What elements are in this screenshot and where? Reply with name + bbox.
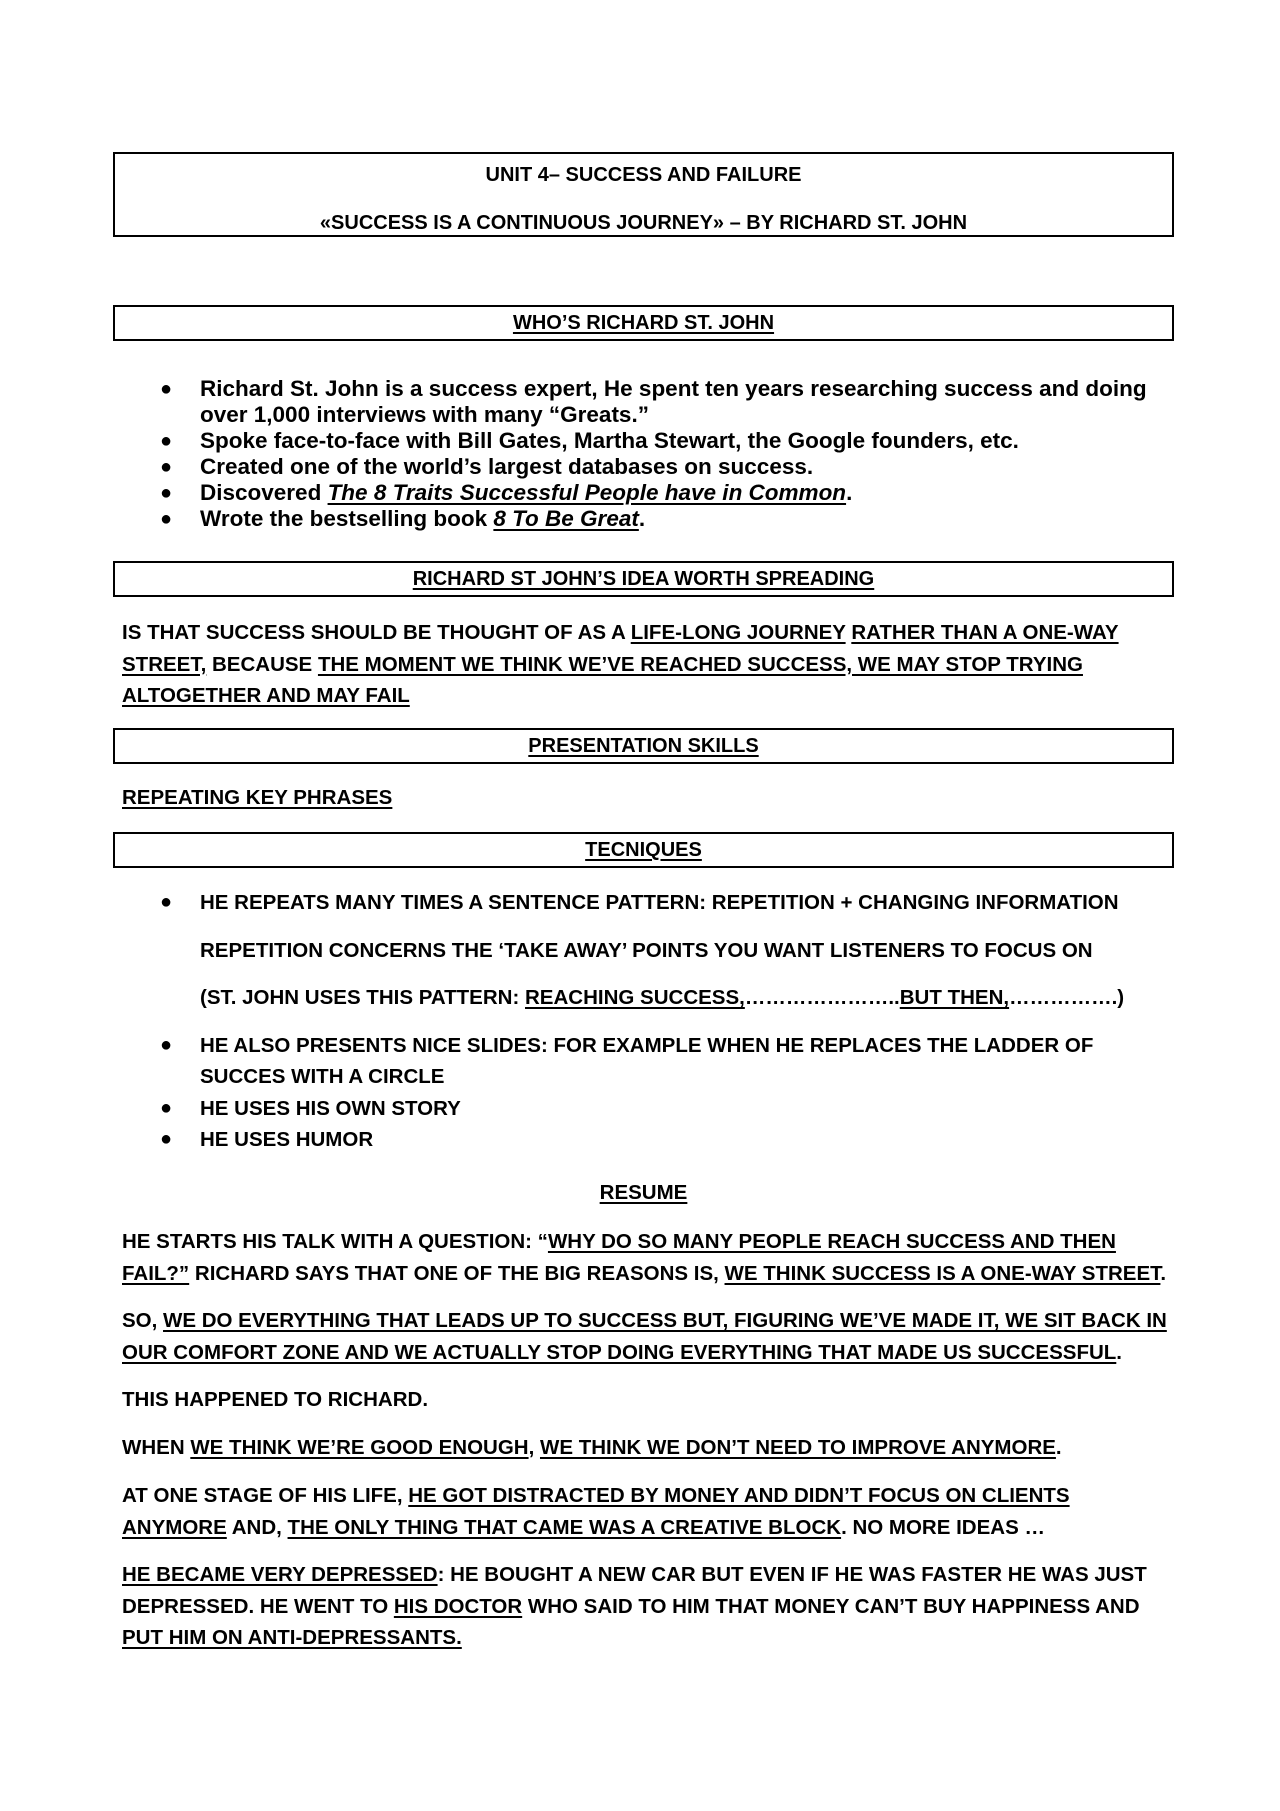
- resume-text: : HE BOUGHT A NEW CAR BUT EVEN IF HE WAS FASTER HE WAS JUST DEPRESSED. HE WENT TO: [122, 1563, 1147, 1618]
- talk-title: «SUCCESS IS A CONTINUOUS JOURNEY» – BY RICHARD ST. JOHN: [319, 212, 968, 234]
- idea-emphasis: RATHER THAN A ONE-WAY STREET,: [122, 621, 1119, 676]
- resume-text: AT ONE STAGE OF HIS LIFE,: [122, 1484, 409, 1507]
- resume-emphasis: HE GOT DISTRACTED BY MONEY AND DIDN’T FOCUS ON CLIENTS ANYMORE: [122, 1484, 1070, 1539]
- resume-text: SO,: [122, 1309, 164, 1332]
- bullet-icon: ●: [160, 1128, 173, 1150]
- resume-emphasis: HE BECAME VERY DEPRESSED: [122, 1563, 438, 1586]
- bullet-icon: ●: [160, 378, 173, 400]
- bullet-icon: ●: [160, 456, 173, 478]
- resume-emphasis: WE THINK WE’RE GOOD ENOUGH: [190, 1436, 529, 1459]
- resume-text: .: [1116, 1340, 1122, 1364]
- resume-paragraph-3: [122, 1384, 1172, 1416]
- resume-paragraph-6: [122, 1559, 1172, 1654]
- who-heading: WHO’S RICHARD ST. JOHN: [512, 312, 775, 334]
- who-bullet-list: [160, 376, 1170, 532]
- bullet-icon: ●: [160, 482, 173, 504]
- idea-emphasis: LIFE-LONG JOURNEY: [630, 621, 846, 644]
- list-item: [160, 428, 1170, 454]
- resume-emphasis: WHY DO SO MANY PEOPLE REACH SUCCESS AND THEN FAIL?”: [122, 1230, 1116, 1285]
- bullet-icon: ●: [160, 891, 173, 913]
- who-bullet-text: Created one of the world’s largest databases on success.: [200, 454, 814, 479]
- technique-text: HE REPEATS MANY TIMES A SENTENCE PATTERN: REPETITION + CHANGING INFORMATION: [200, 891, 1119, 914]
- resume-emphasis: WE THINK SUCCESS IS A ONE-WAY STREET: [724, 1261, 1161, 1285]
- bullet-icon: ●: [160, 508, 173, 530]
- list-item: [160, 1093, 1170, 1125]
- resume-text: WHO SAID TO HIM THAT MONEY CAN’T BUY HAPPINESS AND: [522, 1594, 1140, 1618]
- technique-text: HE ALSO PRESENTS NICE SLIDES: FOR EXAMPLE WHEN HE REPLACES THE LADDER OF SUCCES WITH A CIRCLE: [200, 1033, 1094, 1088]
- book-title-great: 8 To Be Great: [493, 506, 639, 531]
- list-item: [160, 480, 1170, 506]
- bullet-icon: ●: [160, 1096, 173, 1119]
- resume-text: WHEN: [122, 1436, 191, 1459]
- list-item: [160, 935, 1170, 967]
- resume-text: THIS HAPPENED TO RICHARD.: [122, 1388, 429, 1411]
- idea-text: IS THAT SUCCESS SHOULD BE THOUGHT OF AS A: [122, 621, 631, 644]
- resume-text: RICHARD SAYS THAT ONE OF THE BIG REASONS IS,: [189, 1261, 725, 1285]
- punctuation: .: [638, 506, 646, 531]
- title-box: [113, 152, 1174, 237]
- resume-text: .: [1160, 1261, 1167, 1285]
- pattern-dots: …………………..: [744, 986, 900, 1009]
- presentation-heading: PRESENTATION SKILLS: [528, 735, 759, 757]
- technique-text: HE USES HUMOR: [200, 1128, 374, 1151]
- idea-heading: RICHARD ST JOHN’S IDEA WORTH SPREADING: [412, 568, 875, 590]
- unit-title: UNIT 4– SUCCESS AND FAILURE: [485, 164, 802, 186]
- who-bullet-text: Richard St. John is a success expert, He spent ten years researching success and doing over 1,000 interviews with many “Greats.”: [200, 376, 1147, 427]
- list-item: [160, 982, 1170, 1014]
- who-bullet-text: Wrote the bestselling book: [200, 506, 494, 531]
- pattern-dots: …………….): [1009, 986, 1125, 1009]
- resume-emphasis: HIS DOCTOR: [393, 1594, 523, 1618]
- resume-paragraph-1: [122, 1226, 1172, 1289]
- list-item: [160, 1124, 1170, 1156]
- resume-paragraph-4: [122, 1432, 1172, 1464]
- presentation-subheading-wrap: [122, 782, 1172, 814]
- list-item: [160, 454, 1170, 480]
- techniques-heading: TECNIQUES: [585, 839, 702, 861]
- idea-heading-box: [113, 561, 1174, 597]
- resume-text: HE STARTS HIS TALK WITH A QUESTION: “: [122, 1230, 548, 1253]
- idea-paragraph: [122, 617, 1172, 712]
- techniques-list: [160, 887, 1170, 1156]
- resume-heading: RESUME: [599, 1181, 688, 1204]
- punctuation: .: [846, 480, 853, 505]
- bullet-icon: ●: [160, 1033, 173, 1056]
- resume-text: . NO MORE IDEAS …: [841, 1515, 1045, 1539]
- who-bullet-text: Spoke face-to-face with Bill Gates, Martha Stewart, the Google founders, etc.: [200, 428, 1019, 453]
- book-title-traits: The 8 Traits Successful People have in Common: [327, 480, 847, 505]
- pattern-phrase: BUT THEN,: [899, 986, 1010, 1009]
- technique-note: (ST. JOHN USES THIS PATTERN:: [200, 986, 525, 1009]
- list-item: [160, 506, 1170, 532]
- resume-paragraph-5: [122, 1480, 1172, 1543]
- idea-text: BECAUSE: [206, 652, 318, 676]
- technique-text: HE USES HIS OWN STORY: [200, 1096, 461, 1120]
- list-item: [160, 1030, 1170, 1093]
- presentation-subheading: REPEATING KEY PHRASES: [122, 786, 393, 809]
- technique-note: REPETITION CONCERNS THE ‘TAKE AWAY’ POINTS YOU WANT LISTENERS TO FOCUS ON: [200, 938, 1093, 962]
- resume-paragraph-2: [122, 1305, 1172, 1368]
- resume-heading-wrap: [113, 1177, 1174, 1209]
- resume-text: ,: [528, 1436, 540, 1459]
- resume-emphasis: WE THINK WE DON’T NEED TO IMPROVE ANYMORE: [539, 1436, 1056, 1459]
- who-heading-box: [113, 305, 1174, 341]
- bullet-icon: ●: [160, 430, 173, 452]
- resume-emphasis: WE DO EVERYTHING THAT LEADS UP TO SUCCESS BUT, FIGURING WE’VE MADE IT, WE SIT BACK IN OUR COMFORT ZONE AND WE ACTUALLY STOP DOING EVERYTHING THAT MADE US SUCCESSFUL: [122, 1309, 1167, 1364]
- presentation-heading-box: [113, 728, 1174, 764]
- list-item: [160, 376, 1170, 428]
- list-item: [160, 887, 1170, 919]
- resume-text: AND,: [226, 1515, 288, 1539]
- idea-emphasis: THE MOMENT WE THINK WE’VE REACHED SUCCESS, WE MAY STOP TRYING ALTOGETHER AND MAY FAIL: [122, 652, 1083, 707]
- who-bullet-text: Discovered: [200, 480, 328, 505]
- techniques-heading-box: [113, 832, 1174, 868]
- resume-text: .: [1055, 1436, 1062, 1459]
- pattern-phrase: REACHING SUCCESS,: [525, 986, 745, 1009]
- resume-emphasis: PUT HIM ON ANTI-DEPRESSANTS.: [122, 1626, 462, 1649]
- resume-emphasis: THE ONLY THING THAT CAME WAS A CREATIVE BLOCK: [287, 1515, 842, 1539]
